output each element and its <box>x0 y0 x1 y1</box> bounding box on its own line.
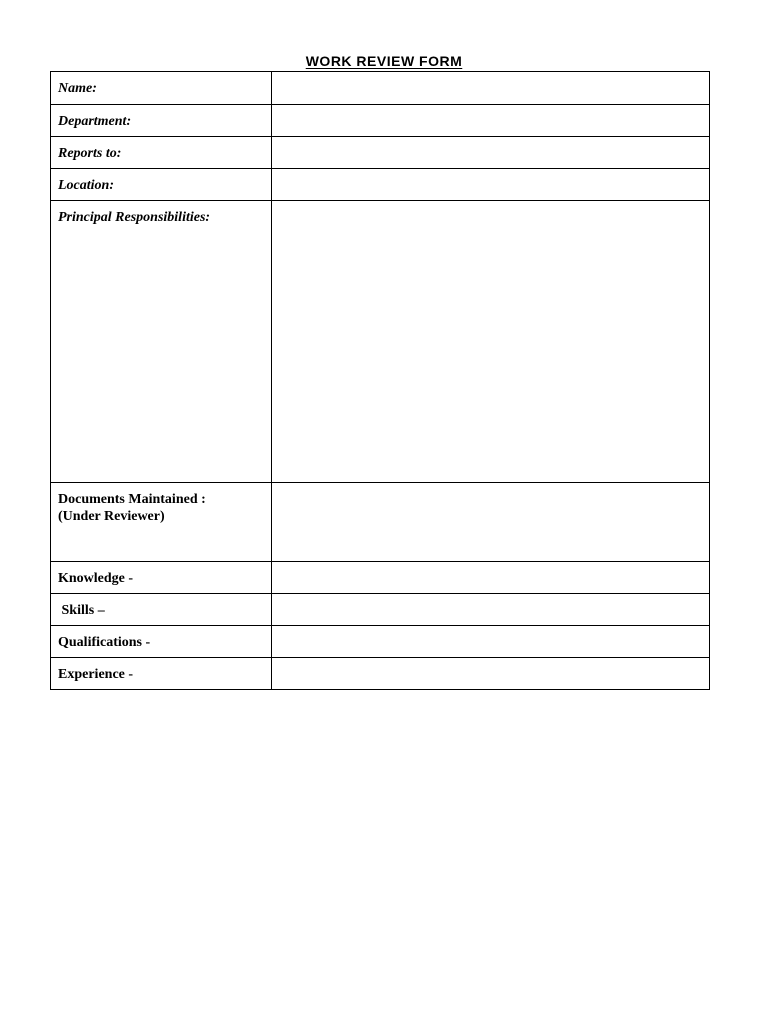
documents-maintained-field[interactable] <box>272 483 710 562</box>
reports-to-field[interactable] <box>272 137 710 169</box>
row-principal-responsibilities <box>51 201 710 483</box>
department-field[interactable] <box>272 105 710 137</box>
department-label: Department: <box>51 105 272 137</box>
experience-label: Experience - <box>51 658 272 690</box>
skills-field[interactable] <box>272 594 710 626</box>
row-department <box>51 105 710 137</box>
page-title <box>0 52 768 70</box>
qualifications-label: Qualifications - <box>51 626 272 658</box>
row-experience <box>51 658 710 690</box>
row-reports-to <box>51 137 710 169</box>
row-knowledge <box>51 562 710 594</box>
name-label: Name: <box>51 72 272 105</box>
row-documents-maintained <box>51 483 710 562</box>
documents-maintained-label-line2: (Under Reviewer) <box>58 509 165 524</box>
row-name <box>51 72 710 105</box>
principal-responsibilities-label: Principal Responsibilities: <box>51 201 272 483</box>
knowledge-field[interactable] <box>272 562 710 594</box>
name-field[interactable] <box>272 72 710 105</box>
location-label: Location: <box>51 169 272 201</box>
skills-label: Skills – <box>51 594 272 626</box>
form-title: WORK REVIEW FORM <box>305 53 463 69</box>
row-skills <box>51 594 710 626</box>
row-location <box>51 169 710 201</box>
knowledge-label: Knowledge - <box>51 562 272 594</box>
documents-maintained-label-line1: Documents Maintained : <box>58 492 206 507</box>
row-qualifications <box>51 626 710 658</box>
experience-field[interactable] <box>272 658 710 690</box>
location-field[interactable] <box>272 169 710 201</box>
qualifications-field[interactable] <box>272 626 710 658</box>
principal-responsibilities-field[interactable] <box>272 201 710 483</box>
work-review-table <box>50 71 710 690</box>
reports-to-label: Reports to: <box>51 137 272 169</box>
documents-maintained-label <box>51 483 272 562</box>
